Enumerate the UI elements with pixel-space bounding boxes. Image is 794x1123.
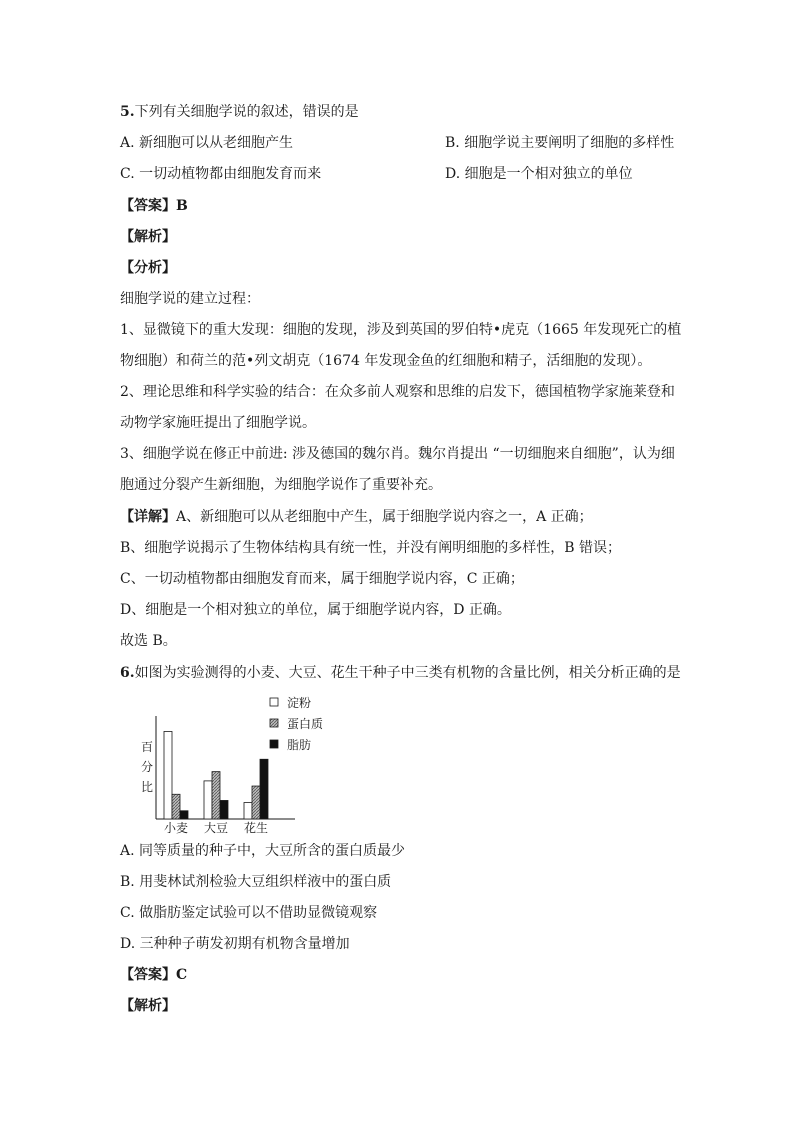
y-axis-label xyxy=(141,740,153,794)
q6-option-a: A. 同等质量的种子中，大豆所含的蛋白质最少 xyxy=(120,843,406,859)
q5-fenxi-line: 物细胞）和荷兰的范•列文胡克（1674 年发现金鱼的红细胞和精子，活细胞的发现）。 xyxy=(120,353,652,369)
x-tick-labels xyxy=(164,820,268,835)
q5-detail-line xyxy=(120,507,593,527)
q5-fenxi-line: 细胞学说的建立过程： xyxy=(120,291,260,307)
chart-legend xyxy=(270,695,323,752)
q6-option-b: B. 用斐林试剂检验大豆组织样液中的蛋白质 xyxy=(120,874,392,890)
q5-option-d: D. 细胞是一个相对独立的单位 xyxy=(445,166,633,182)
x-tick-label: 花生 xyxy=(243,821,269,835)
q5-answer-value: B xyxy=(176,198,188,214)
q5-fenxi-line: 动物学家施旺提出了细胞学说。 xyxy=(120,415,316,431)
bar-1-0 xyxy=(204,781,212,819)
bar-0-1 xyxy=(172,794,180,819)
x-tick-label: 大豆 xyxy=(203,821,229,835)
legend-swatch xyxy=(270,698,278,706)
bar-2-2 xyxy=(260,759,268,819)
y-label-char: 分 xyxy=(140,760,154,774)
q6-number: 6. xyxy=(120,665,135,681)
y-label-char: 百 xyxy=(140,740,154,754)
q5-number: 5. xyxy=(120,104,135,120)
bar-2-1 xyxy=(252,786,260,819)
legend-label: 淀粉 xyxy=(287,696,312,710)
x-tick-label: 小麦 xyxy=(163,821,189,835)
q5-detail-tag: 【详解】 xyxy=(120,509,176,525)
q6-answer-value: C xyxy=(176,967,188,983)
nutrient-bar-chart xyxy=(130,690,360,835)
bar-2-0 xyxy=(244,803,252,819)
q6-option-d: D. 三种种子萌发初期有机物含量增加 xyxy=(120,936,350,952)
y-label-char: 比 xyxy=(140,780,154,794)
q5-answer-tag: 【答案】 xyxy=(120,198,176,214)
legend-swatch xyxy=(270,740,278,748)
q5-fenxi-line: 1、显微镜下的重大发现：细胞的发现，涉及到英国的罗伯特•虎克（1665 年发现死亡的植 xyxy=(120,322,682,338)
q5-detail-line: C、一切动植物都由细胞发育而来，属于细胞学说内容，C 正确； xyxy=(120,571,524,587)
q5-stem: 下列有关细胞学说的叙述，错误的是 xyxy=(134,104,359,120)
q5-option-b: B. 细胞学说主要阐明了细胞的多样性 xyxy=(445,135,675,151)
bar-1-1 xyxy=(212,772,220,819)
q5-fenxi-line: 胞通过分裂产生新细胞，为细胞学说作了重要补充。 xyxy=(120,477,442,493)
q6-option-c: C. 做脂肪鉴定试验可以不借助显微镜观察 xyxy=(120,905,378,921)
q5-option-c: C. 一切动植物都由细胞发育而来 xyxy=(120,166,322,182)
q6-stem-line xyxy=(120,663,681,683)
chart-bars xyxy=(164,731,268,819)
q5-detail-text: A、新细胞可以从老细胞中产生，属于细胞学说内容之一，A 正确； xyxy=(176,509,593,525)
q5-detail-line: D、细胞是一个相对独立的单位，属于细胞学说内容，D 正确。 xyxy=(120,602,511,618)
q6-analysis-tag: 【解析】 xyxy=(120,998,176,1014)
legend-swatch xyxy=(270,719,278,727)
q5-analysis-tag: 【解析】 xyxy=(120,229,176,245)
legend-label: 脂肪 xyxy=(287,738,312,752)
q5-fenxi-line: 3、细胞学说在修正中前进: 涉及德国的魏尔肖。魏尔肖提出 “一切细胞来自细胞”，认为细 xyxy=(120,446,675,462)
q5-fenxi-line: 2、理论思维和科学实验的结合：在众多前人观察和思维的启发下，德国植物学家施莱登和 xyxy=(120,384,675,400)
q5-answer-line xyxy=(120,196,188,216)
q6-answer-tag: 【答案】 xyxy=(120,967,176,983)
bar-0-2 xyxy=(180,811,188,819)
q5-stem-line xyxy=(120,102,359,122)
q6-stem: 如图为实验测得的小麦、大豆、花生干种子中三类有机物的含量比例，相关分析正确的是 xyxy=(134,665,681,681)
q5-option-a: A. 新细胞可以从老细胞产生 xyxy=(120,135,294,151)
q5-detail-line: B、细胞学说揭示了生物体结构具有统一性，并没有阐明细胞的多样性，B 错误； xyxy=(120,540,622,556)
q6-answer-line xyxy=(120,965,187,985)
bar-1-2 xyxy=(220,800,228,819)
q5-conclusion: 故选 B。 xyxy=(120,633,177,649)
bar-0-0 xyxy=(164,731,172,819)
legend-label: 蛋白质 xyxy=(287,717,324,731)
q5-fenxi-tag: 【分析】 xyxy=(120,260,176,276)
